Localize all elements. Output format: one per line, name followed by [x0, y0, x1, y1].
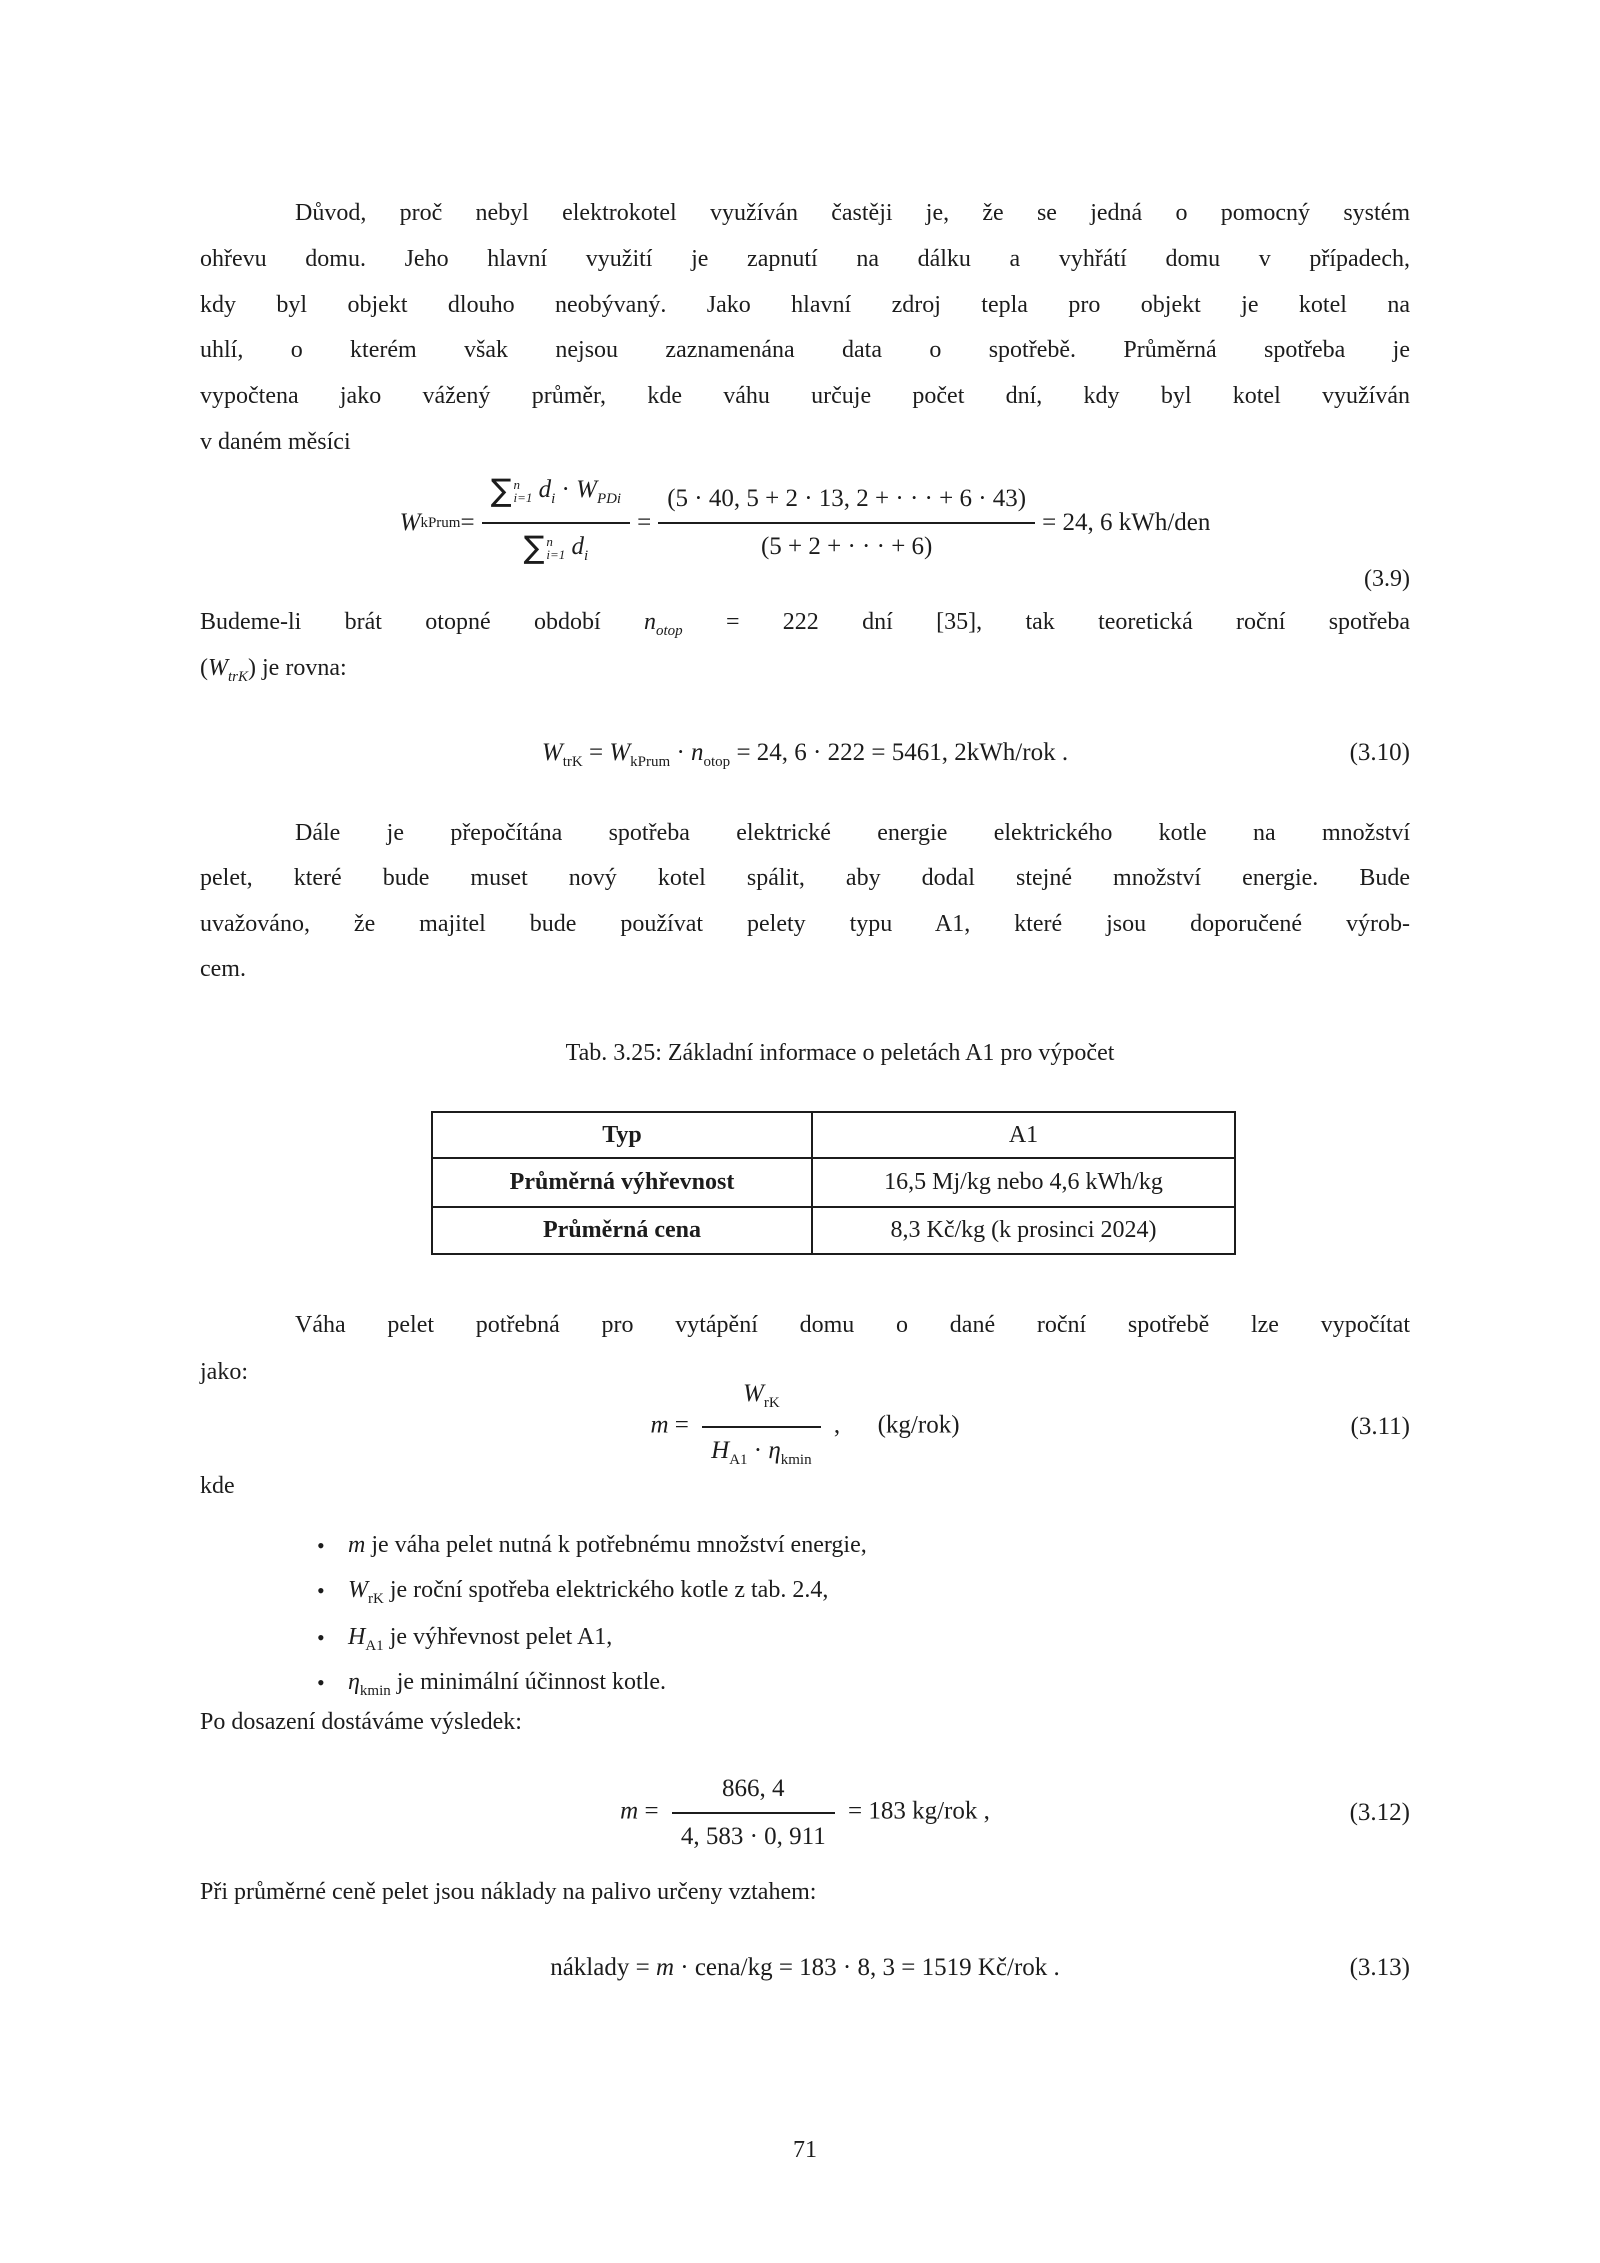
equation-3-9-label: (3.9) [1364, 566, 1410, 592]
equation-3-12 [200, 1748, 1410, 1878]
paragraph-duvod-line-5: vypočtena jako vážený průměr, kde váhu určuje počet dní, kdy byl kotel využíván [200, 383, 1410, 409]
paragraph-vaha-line-2: jako: [200, 1359, 248, 1385]
paragraph-dale-line-2: pelet, které bude muset nový kotel spálit, aby dodal stejné množství energie. Bude [200, 865, 1410, 891]
page-number: 71 [793, 2137, 817, 2163]
table-caption: Tab. 3.25: Základní informace o peletách A1 pro výpočet [565, 1040, 1115, 1066]
pri-prumerne-line: Při průměrné ceně pelet jsou náklady na palivo určeny vztahem: [200, 1879, 817, 1905]
paragraph-duvod-line-1: Důvod, proč nebyl elektrokotel využíván častěji je, že se jedná o pomocný systém [295, 200, 1410, 226]
bullet-icon: • [317, 1670, 325, 1695]
table-row [432, 1158, 1235, 1207]
table-cell-vyhrevnost-value: 16,5 Mj/kg nebo 4,6 kWh/kg [812, 1158, 1235, 1207]
bullet-item-text: $H_{A1}$ je výhřevnost pelet A1, [348, 1624, 613, 1654]
equation-3-12-label: (3.12) [1349, 1799, 1410, 1826]
equation-3-10-label: (3.10) [1349, 739, 1410, 766]
table-cell-typ-label: Typ [432, 1112, 812, 1158]
bullet-item-m [200, 1523, 1558, 1568]
table-row [432, 1112, 1235, 1158]
paragraph-dale-line-3: uvažováno, že majitel bude používat pelety typu A1, které jsou doporučené výrob- [200, 911, 1410, 937]
table-cell-vyhrevnost-label: Průměrná výhřevnost [432, 1158, 812, 1207]
bullet-icon: • [317, 1578, 325, 1603]
paragraph-dale-line-1: Dále je přepočítána spotřeba elektrické energie elektrického kotle na množství [295, 820, 1410, 846]
paragraph-duvod-line-6: v daném měsíci [200, 429, 351, 455]
paragraph-budeme-line-2: $(W_{trK})$ je rovna: [200, 655, 347, 685]
equation-3-10 [200, 730, 1410, 785]
pellet-info-table [431, 1111, 1236, 1255]
equation-3-13 [200, 1945, 1410, 1990]
bullet-item-text: m je váha pelet nutná k potřebnému množství energie, [348, 1532, 867, 1558]
equation-3-13-label: (3.13) [1349, 1954, 1410, 1981]
bullet-item-text: $W_{rK}$ je roční spotřeba elektrického kotle z tab. 2.4, [348, 1577, 829, 1607]
paragraph-duvod-line-4: uhlí, o kterém však nejsou zaznamenána data o spotřebě. Průměrná spotřeba je [200, 337, 1410, 363]
paragraph-vaha-line-1: Váha pelet potřebná pro vytápění domu o dané roční spotřebě lze vypočítat [295, 1312, 1410, 1338]
paragraph-budeme-line-1: Budeme-li brát otopné období $n_{otop} = 222$ dní [35], tak teoretická roční spotřeba [200, 609, 1410, 639]
bullet-icon: • [317, 1625, 325, 1650]
paragraph-duvod-line-2: ohřevu domu. Jeho hlavní využití je zapnutí na dálku a vyhřátí domu v případech, [200, 246, 1410, 272]
table-cell-cena-value: 8,3 Kč/kg (k prosinci 2024) [812, 1207, 1235, 1254]
table-cell-cena-label: Průměrná cena [432, 1207, 812, 1254]
equation-3-13-body: náklady = m · cena/kg = 183 · 8, 3 = 1519 Kč/rok . [550, 1954, 1060, 1981]
paragraph-dale-line-4: cem. [200, 956, 246, 982]
bullet-item-wrk [200, 1568, 1558, 1622]
kde-line: kde [200, 1473, 235, 1499]
table-cell-typ-value: A1 [812, 1112, 1235, 1158]
equation-3-12-body: m = $\frac{866, 4}{4, 583 \cdot 0, 911}$ = 183 kg/rok , [620, 1773, 990, 1853]
equation-3-11-body: m = $\frac{W_{rK}}{H_{A1} \cdot \eta_{kmin}}$ , (kg/rok) [650, 1378, 959, 1476]
po-dosazeni-line: Po dosazení dostáváme výsledek: [200, 1709, 522, 1735]
equation-3-9: W kPrum = ∑ n i=1 $d_i \cdot W_{PDi}$ ∑ n i=1 $d_i$ = $\frac{(5 \cdot 40, 5 + 2 \cdot 13, 2 + \cdot \cdot \cdot + 6 \cdot 43)}{(5 + 2 + \cdot \cdot \cdot + 6)}$ = 24, 6 kWh/den [200, 458, 1410, 588]
table-row [432, 1207, 1235, 1254]
paragraph-duvod-line-3: kdy byl objekt dlouho neobývaný. Jako hlavní zdroj tepla pro objekt je kotel na [200, 292, 1410, 318]
equation-3-10-body: $W_{trK} = W_{kPrum} \cdot n_{otop} = 24$, 6 · 222 = 5461, 2kWh/rok . [541, 739, 1069, 770]
bullet-item-text: $\eta_{kmin}$ je minimální účinnost kotle. [348, 1669, 667, 1699]
bullet-icon: • [317, 1533, 325, 1558]
equation-3-11-label: (3.11) [1350, 1413, 1410, 1440]
